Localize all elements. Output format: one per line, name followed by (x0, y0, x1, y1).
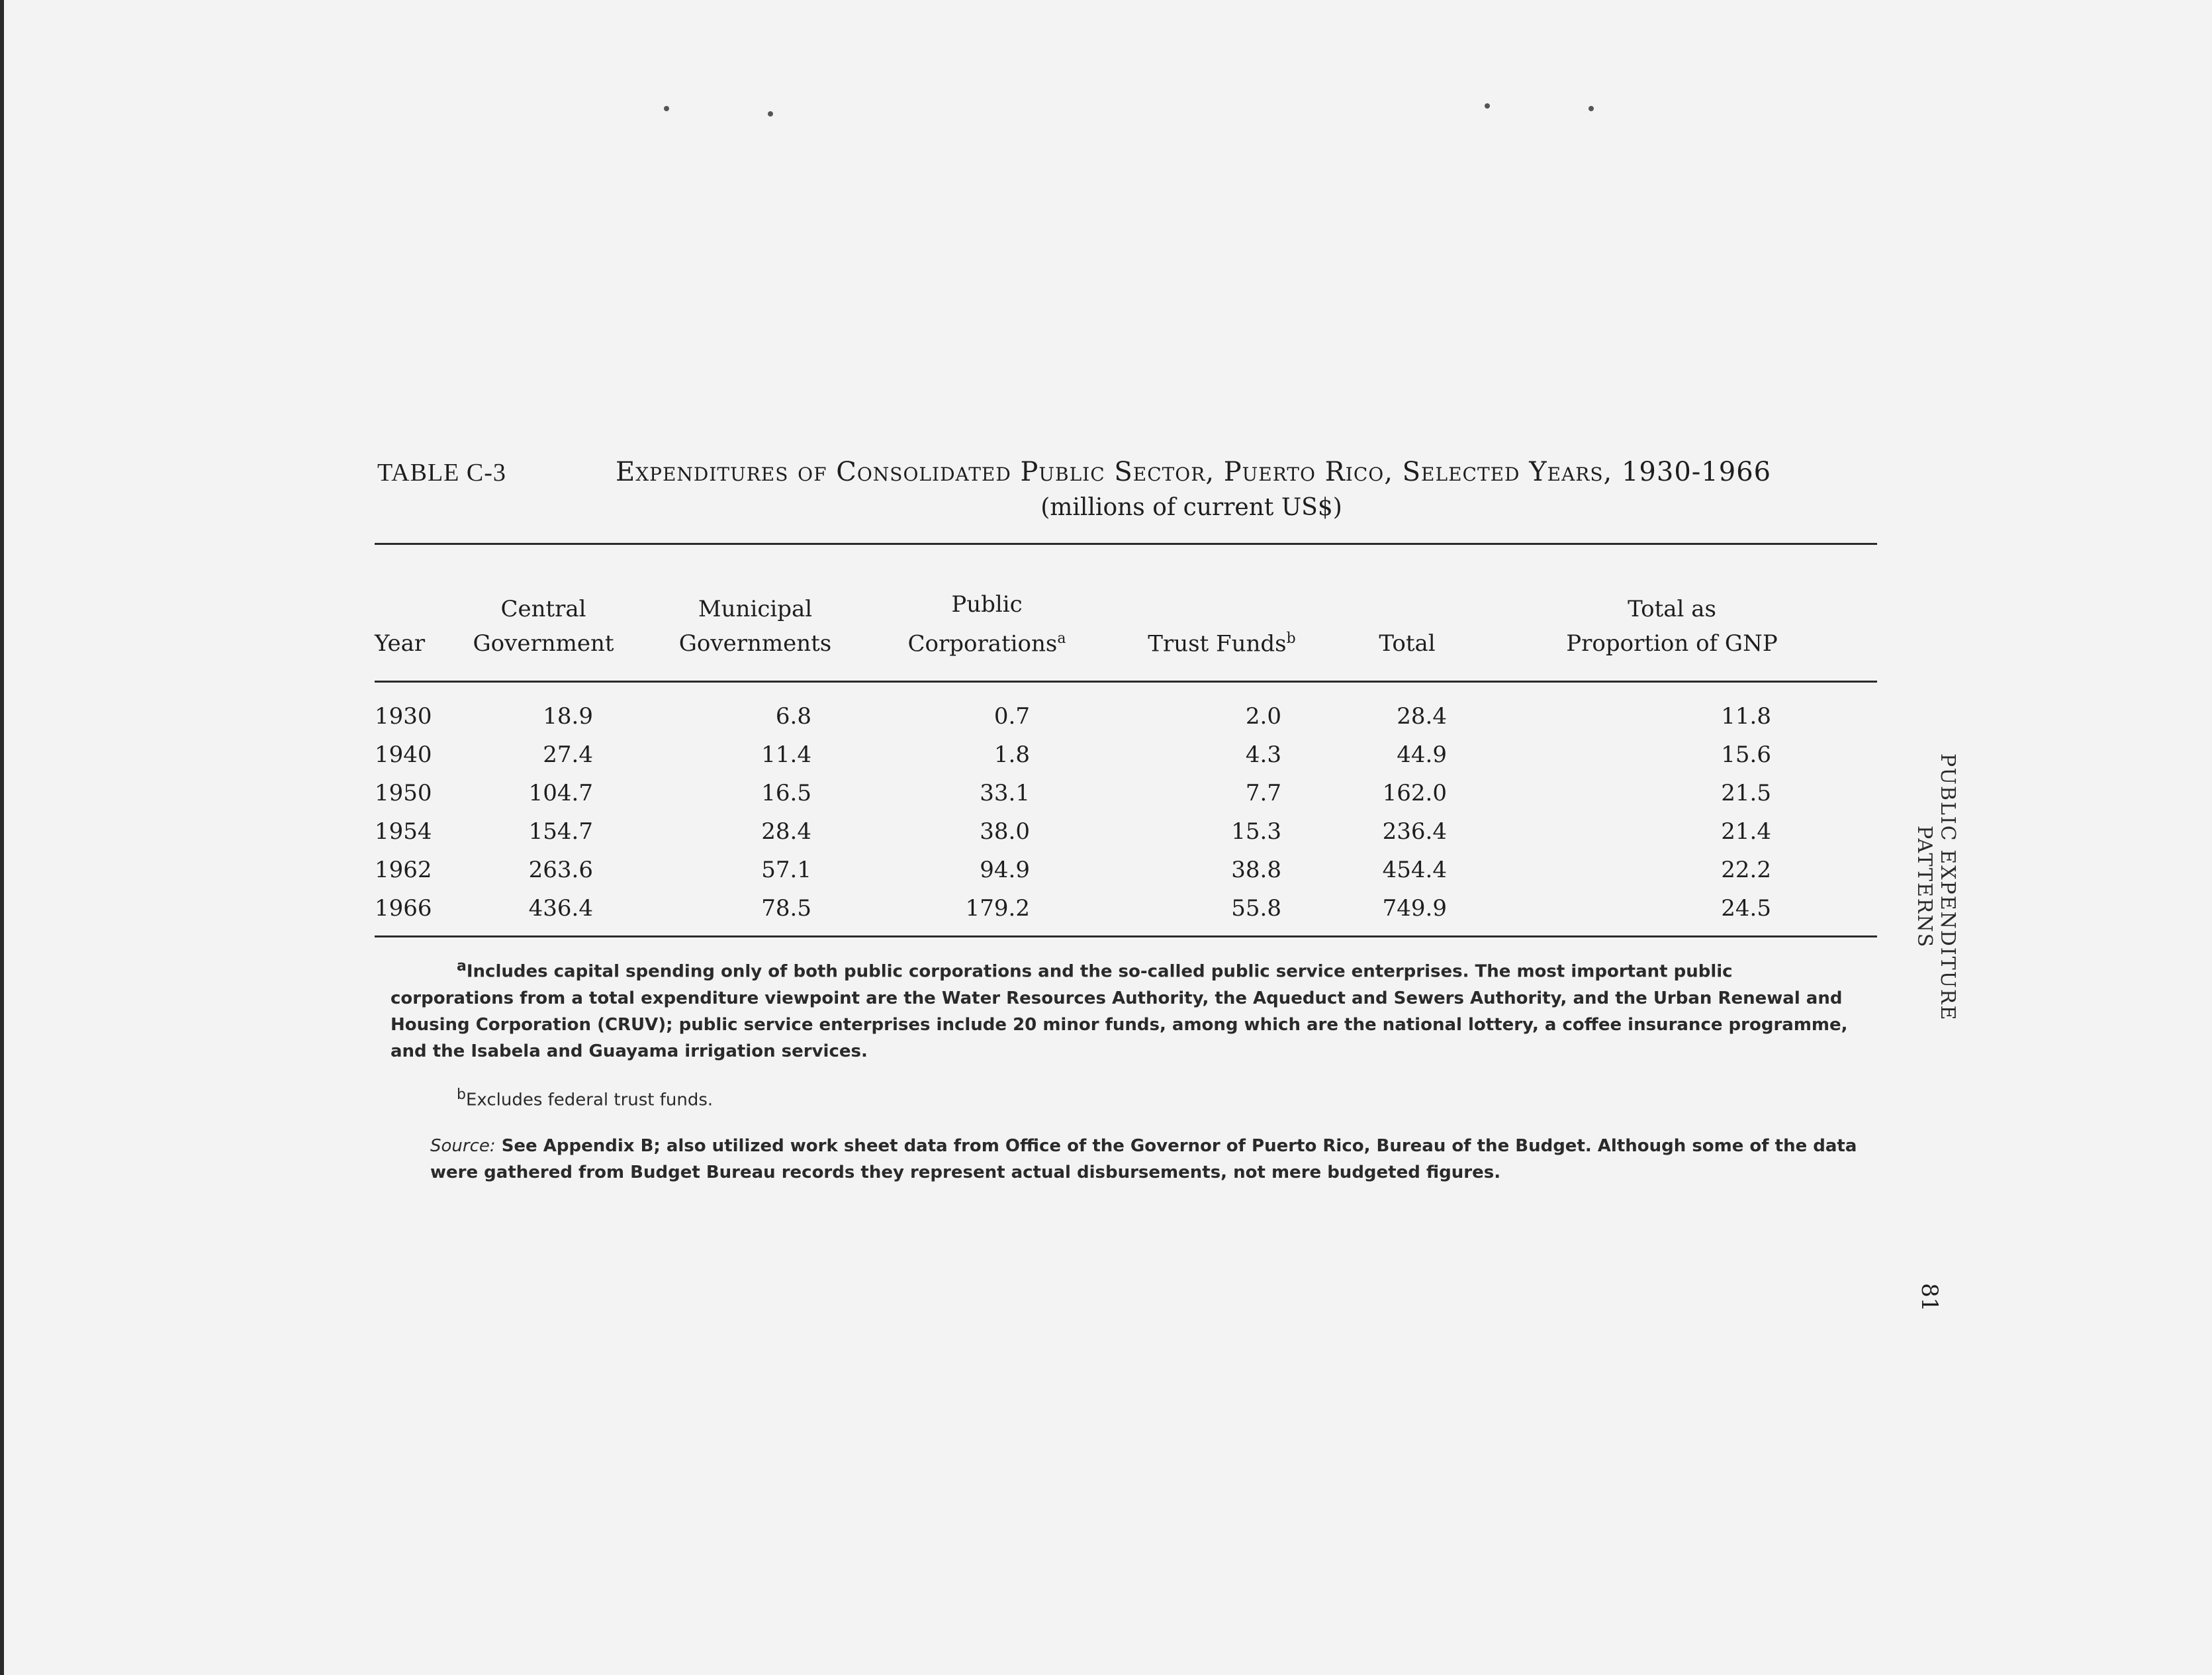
cell-public: 1.8 (993, 742, 1030, 768)
cell-municipal: 57.1 (761, 857, 811, 883)
cell-year: 1940 (375, 742, 432, 768)
source-label: Source: (430, 1136, 496, 1157)
footnote-b-mark: b (457, 1086, 466, 1103)
expenditure-table (375, 576, 1877, 928)
cell-year: 1962 (375, 857, 432, 883)
scan-speck (1589, 106, 1594, 111)
cell-total: 749.9 (1382, 895, 1447, 922)
cell-central: 436.4 (528, 895, 593, 922)
cell-public: 179.2 (965, 895, 1030, 922)
table-subtitle: (millions of current US$) (1040, 494, 1342, 521)
top-rule (375, 543, 1877, 545)
cell-municipal: 16.5 (761, 780, 811, 806)
cell-central: 263.6 (528, 857, 593, 883)
table-title: Expenditures of Consolidated Public Sector, Puerto Rico, Selected Years, 1930-1966 (616, 457, 1772, 487)
footnote-a-mark: a (457, 958, 467, 975)
header-row (375, 576, 1877, 682)
cell-gnp: 22.2 (1721, 857, 1771, 883)
page-number: 81 (1916, 1283, 1943, 1312)
header-proportion-gnp: Total as Proportion of GNP (1566, 596, 1778, 657)
table-label: TABLE C-3 (377, 459, 506, 487)
cell-public: 33.1 (980, 780, 1030, 806)
cell-total: 28.4 (1397, 703, 1447, 730)
header-year: Year (375, 630, 426, 657)
cell-total: 162.0 (1382, 780, 1447, 806)
scan-speck (768, 111, 773, 117)
table-row (375, 889, 1877, 928)
bottom-rule (375, 935, 1877, 937)
cell-central: 154.7 (528, 818, 593, 845)
cell-municipal: 11.4 (761, 742, 811, 768)
cell-gnp: 15.6 (1721, 742, 1771, 768)
table-row (375, 736, 1877, 774)
scan-edge (0, 0, 4, 1675)
cell-public: 38.0 (980, 818, 1030, 845)
source-text: See Appendix B; also utilized work sheet data from Office of the Governor of Puerto Rico, Bureau of the Budget. Although some of the data were gathered from Budget Bureau records they represent actual disbursements, not mere budgeted figures. (430, 1136, 1857, 1183)
cell-gnp: 21.4 (1721, 818, 1771, 845)
cell-trust: 2.0 (1245, 703, 1281, 730)
header-public-corporations: Public Corporations$^a$ (907, 591, 1066, 657)
cell-year: 1950 (375, 780, 432, 806)
cell-total: 44.9 (1397, 742, 1447, 768)
cell-central: 104.7 (528, 780, 593, 806)
table-row (375, 851, 1877, 889)
cell-municipal: 28.4 (761, 818, 811, 845)
source-note (391, 1133, 1860, 1186)
header-trust-funds: Trust Funds$^b$ (1148, 630, 1296, 657)
cell-public: 0.7 (993, 703, 1030, 730)
footnote-b-text: Excludes federal trust funds. (465, 1090, 714, 1110)
cell-year: 1966 (375, 895, 432, 922)
cell-total: 236.4 (1382, 818, 1447, 845)
footnote-a-text: Includes capital spending only of both public corporations and the so-called public service enterprises. The most important public corporations from a total expenditure viewpoint are the Water Resources Authority, the Aqueduct and Sewers Authority, and the Urban Renewal and Housing Corporation (CRUV); public service enterprises include 20 minor funds, among which are the national lottery, a coffee insurance programme, and the Isabela and Guayama irrigation services. (391, 961, 1848, 1061)
cell-central: 18.9 (543, 703, 593, 730)
cell-trust: 38.8 (1231, 857, 1281, 883)
scan-speck (1485, 103, 1490, 109)
header-total: Total (1379, 630, 1436, 657)
cell-total: 454.4 (1382, 857, 1447, 883)
cell-trust: 7.7 (1245, 780, 1281, 806)
header-central-government: Central Government (473, 596, 614, 657)
cell-trust: 15.3 (1231, 818, 1281, 845)
table-row (375, 774, 1877, 812)
footnotes (391, 953, 1860, 1186)
scan-speck (664, 106, 669, 111)
cell-central: 27.4 (543, 742, 593, 768)
cell-trust: 55.8 (1231, 895, 1281, 922)
cell-year: 1954 (375, 818, 432, 845)
header-municipal-governments: Municipal Governments (678, 596, 832, 657)
table-row (375, 697, 1877, 736)
cell-trust: 4.3 (1245, 742, 1281, 768)
cell-municipal: 78.5 (761, 895, 811, 922)
running-head: PUBLIC EXPENDITURE PATTERNS (1913, 753, 1959, 1022)
footnote-a (391, 953, 1860, 1065)
cell-gnp: 24.5 (1721, 895, 1771, 922)
footnote-b (457, 1082, 1860, 1114)
cell-gnp: 11.8 (1721, 703, 1771, 730)
cell-public: 94.9 (980, 857, 1030, 883)
cell-year: 1930 (375, 703, 432, 730)
table-heading (377, 457, 1873, 521)
table-row (375, 812, 1877, 851)
cell-gnp: 21.5 (1721, 780, 1771, 806)
cell-municipal: 6.8 (775, 703, 811, 730)
